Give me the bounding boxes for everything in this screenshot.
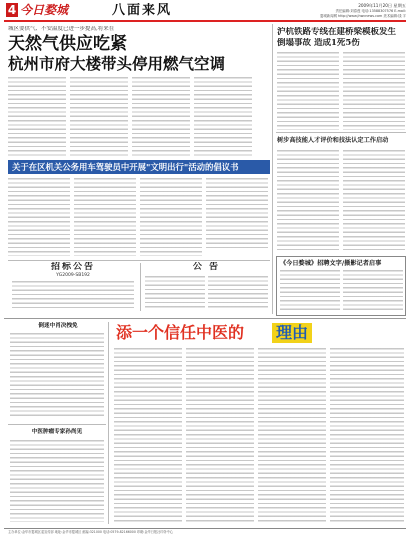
lead-headline-1: 天然气供应吃紧 [8,34,127,54]
ad-body-col-1 [114,348,182,524]
banner-headline: 关于在区机关公务用车驾驶员中开展"文明出行"活动的倡议书 [12,162,239,172]
ad-headline-part1: 添一个信任中医的 [116,323,245,342]
banner-headline-bar [8,160,270,174]
gonggao-body-col-1 [145,276,205,310]
right-body-col-3 [277,150,339,250]
right-headline-3: 树步高技能人才评价和技法认定工作启动 [277,137,389,144]
editor-line-2: 婺城新闻网 http://www.jhwcnews.com 美术编辑:钱 宇 [320,14,406,18]
left-body-2 [10,440,104,522]
gonggao-title: 公 告 [192,262,221,272]
left-title-2: 中医肿瘤专家孙尚见 [31,429,83,435]
gonggao-body-col-2 [208,276,268,310]
right-body-col-4 [343,150,405,250]
left-column [8,322,109,524]
lead-body-col-1 [8,77,66,157]
divider-main-right [272,24,273,314]
right-body-col-1 [277,52,339,130]
lead-body-col-4 [194,77,252,157]
section-title: 八面来风 [112,3,173,18]
lead-body-col-3 [132,77,190,157]
banner-body-col-3 [140,178,202,256]
page-number: 4 [7,3,17,17]
lead-headline-2: 杭州市府大楼带头停用燃气空调 [8,55,226,73]
right-body-col-2 [343,52,405,130]
notices-divider [140,263,141,311]
banner-body-col-2 [74,178,136,256]
banner-body-col-4 [206,178,268,248]
date-line: 2009年11月20日 星期五 [358,3,406,8]
ad-body-col-3 [258,348,326,524]
left-body-1 [10,333,104,419]
recruit-headline: 《今日婺城》招聘文字/摄影记者启事 [280,260,382,267]
ad-body-col-2 [186,348,254,524]
page-number-badge [6,3,18,17]
ad-body-col-4 [330,348,404,524]
masthead-rule [4,20,406,22]
notices-top-rule [8,260,270,261]
lead-kicker: 城区要供气、不安温度已进一步提高,将来在 [8,26,115,32]
left-divider [8,424,106,425]
zhaobiao-notice [8,262,138,312]
recruit-body-col-2 [343,270,403,312]
zhaobiao-body [12,281,134,309]
footer-text: 主办单位:金华市婺城区委宣传部 地址:金华市婺城区 邮编:321000 电话:0579-82166000 印刷:金华日报社印务中心 [8,530,174,534]
banner-body-col-1 [8,178,70,256]
masthead [0,0,410,22]
left-title-1: 倒迷中肖决拽免 [38,323,78,329]
editor-line: 责任编辑:刘春莲 电话:13588307576 E-mail: [335,9,406,13]
zhaobiao-code: YG2009-SB192 [56,273,90,278]
ad-headline-part2: 理由 [272,323,312,343]
ad-banner [112,322,406,344]
zhaobiao-title: 招标公告 [50,262,95,272]
right-headline-1: 沪杭铁路专线在建桥梁模板发生 [277,27,397,37]
lower-section-rule [4,318,406,319]
gonggao-notice [143,262,270,312]
lead-body-col-2 [70,77,128,157]
recruit-box [276,256,406,316]
right-divider-1 [276,132,406,133]
right-headline-2: 倒塌事故 造成1死5伤 [277,38,360,48]
footer-rule [4,528,406,529]
recruit-body-col-1 [280,270,340,312]
paper-name: 今日婺城 [20,3,69,17]
